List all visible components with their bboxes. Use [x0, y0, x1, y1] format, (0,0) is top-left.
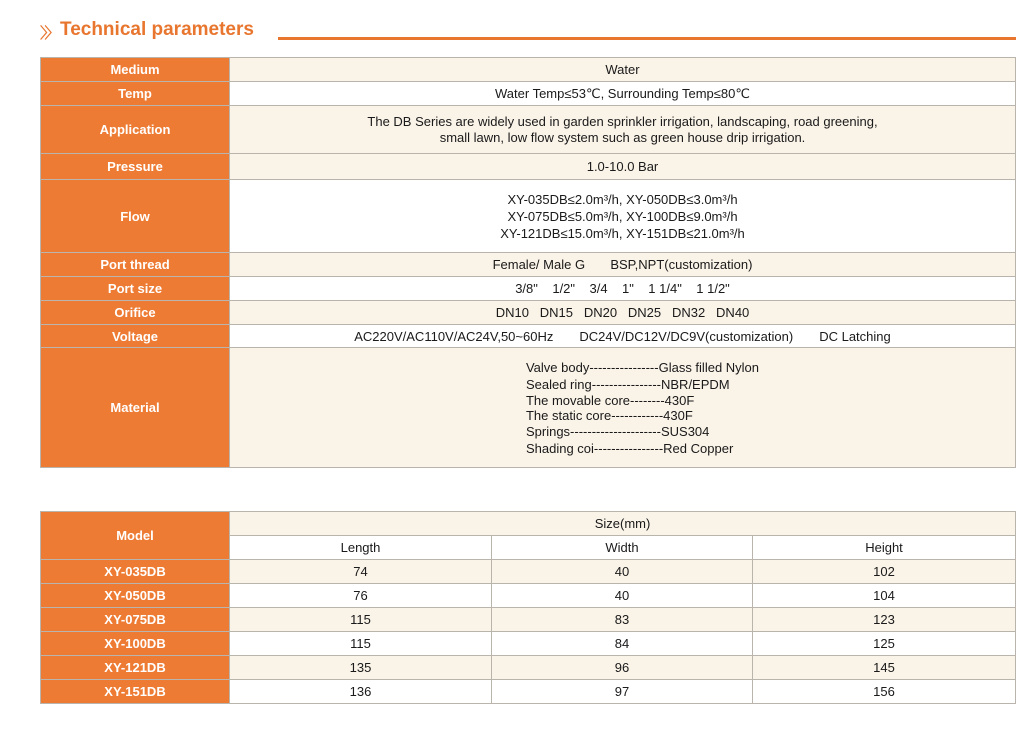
- material-line: The static core------------430F: [525, 407, 693, 423]
- section-title: Technical parameters: [60, 19, 254, 40]
- param-row-temp: [41, 82, 1016, 106]
- voltage-dc: DC24V/DC12V/DC9V(customization): [579, 328, 794, 344]
- param-row-orifice: [41, 301, 1016, 325]
- param-label: Material: [41, 348, 230, 468]
- material-line: Sealed ring----------------NBR/EPDM: [525, 376, 730, 392]
- param-label: Application: [41, 106, 230, 154]
- voltage-latching: DC Latching: [819, 328, 891, 344]
- flow-line: XY-035DB≤2.0m³/h, XY-050DB≤3.0m³/h: [507, 191, 738, 207]
- param-label: Voltage: [41, 325, 230, 348]
- model-header: Model: [41, 512, 230, 560]
- application-line: The DB Series are widely used in garden sprinkler irrigation, landscaping, road greening,: [367, 113, 878, 129]
- param-value: 1.0-10.0 Bar: [230, 154, 1016, 180]
- param-value: Water Temp≤53℃, Surrounding Temp≤80℃: [230, 82, 1016, 106]
- param-label: Flow: [41, 180, 230, 253]
- material-line: Shading coi----------------Red Copper: [525, 440, 734, 456]
- flow-line: XY-121DB≤15.0m³/h, XY-151DB≤21.0m³/h: [500, 225, 745, 241]
- flow-line: XY-075DB≤5.0m³/h, XY-100DB≤9.0m³/h: [507, 208, 738, 224]
- height-cell: 125: [753, 632, 1016, 656]
- height-cell: 102: [753, 560, 1016, 584]
- param-row-port-thread: [41, 253, 1016, 277]
- model-cell: XY-075DB: [41, 608, 230, 632]
- param-value: [230, 106, 1016, 154]
- column-header-width: Width: [492, 536, 753, 560]
- table-row: [41, 584, 1016, 608]
- length-cell: 115: [230, 608, 492, 632]
- param-value: [230, 180, 1016, 253]
- table-row: [41, 560, 1016, 584]
- model-cell: XY-050DB: [41, 584, 230, 608]
- title-underline: [278, 37, 1016, 40]
- size-header-row: [41, 512, 1016, 536]
- width-cell: 96: [492, 656, 753, 680]
- model-cell: XY-121DB: [41, 656, 230, 680]
- length-cell: 135: [230, 656, 492, 680]
- table-row: [41, 608, 1016, 632]
- material-line: Springs---------------------SUS304: [525, 423, 710, 439]
- param-value: 3/8" 1/2" 3/4 1" 1 1/4" 1 1/2": [230, 277, 1016, 301]
- table-row: [41, 656, 1016, 680]
- param-row-voltage: [41, 325, 1016, 348]
- param-value: [230, 348, 1016, 468]
- param-row-pressure: [41, 154, 1016, 180]
- table-row: [41, 632, 1016, 656]
- param-value: Female/ Male G BSP,NPT(customization): [230, 253, 1016, 277]
- param-row-medium: [41, 58, 1016, 82]
- param-row-material: [41, 348, 1016, 468]
- param-label: Temp: [41, 82, 230, 106]
- width-cell: 83: [492, 608, 753, 632]
- height-cell: 104: [753, 584, 1016, 608]
- size-table: [40, 511, 1016, 704]
- param-label: Pressure: [41, 154, 230, 180]
- length-cell: 76: [230, 584, 492, 608]
- model-cell: XY-100DB: [41, 632, 230, 656]
- section-header: [40, 18, 1016, 44]
- length-cell: 136: [230, 680, 492, 704]
- height-cell: 156: [753, 680, 1016, 704]
- param-row-flow: [41, 180, 1016, 253]
- param-value: Water: [230, 58, 1016, 82]
- width-cell: 97: [492, 680, 753, 704]
- application-line: small lawn, low flow system such as green house drip irrigation.: [439, 129, 806, 145]
- material-list: [526, 359, 759, 457]
- param-row-port-size: [41, 277, 1016, 301]
- model-cell: XY-035DB: [41, 560, 230, 584]
- width-cell: 40: [492, 584, 753, 608]
- height-cell: 145: [753, 656, 1016, 680]
- voltage-ac: AC220V/AC110V/AC24V,50~60Hz: [354, 328, 554, 344]
- length-cell: 74: [230, 560, 492, 584]
- length-cell: 115: [230, 632, 492, 656]
- size-header: Size(mm): [230, 512, 1016, 536]
- technical-parameters-table: [40, 57, 1016, 468]
- width-cell: 40: [492, 560, 753, 584]
- param-value: [230, 325, 1016, 348]
- double-chevron-icon: 〉〉: [40, 25, 57, 42]
- material-line: The movable core--------430F: [525, 392, 695, 408]
- model-cell: XY-151DB: [41, 680, 230, 704]
- material-line: Valve body----------------Glass filled Nylon: [525, 359, 760, 375]
- param-row-application: [41, 106, 1016, 154]
- column-header-height: Height: [753, 536, 1016, 560]
- param-label: Port size: [41, 277, 230, 301]
- width-cell: 84: [492, 632, 753, 656]
- param-value: DN10 DN15 DN20 DN25 DN32 DN40: [230, 301, 1016, 325]
- height-cell: 123: [753, 608, 1016, 632]
- column-header-length: Length: [230, 536, 492, 560]
- param-label: Medium: [41, 58, 230, 82]
- param-label: Orifice: [41, 301, 230, 325]
- table-row: [41, 680, 1016, 704]
- param-label: Port thread: [41, 253, 230, 277]
